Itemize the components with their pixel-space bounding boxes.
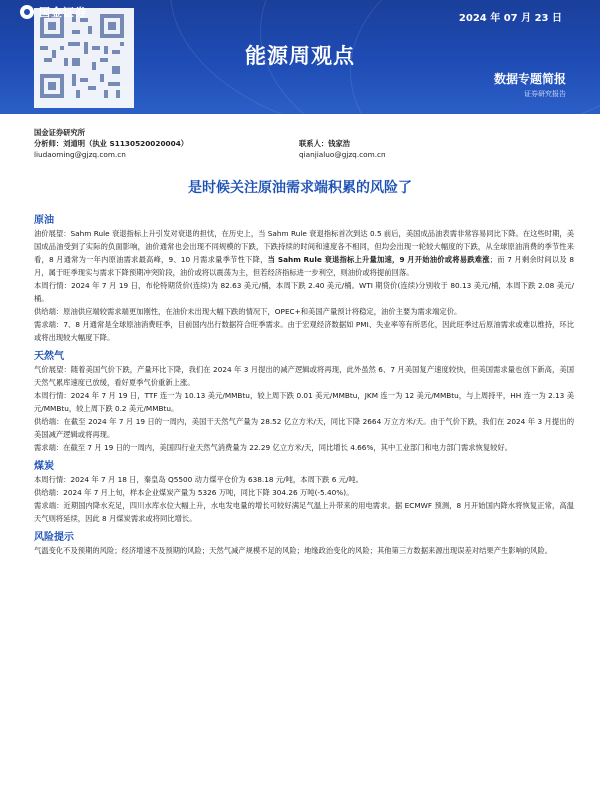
document-title: 是时候关注原油需求端积累的风险了 [188,180,412,196]
section-heading-gas: 天然气 [34,351,64,362]
contact-name: 联系人：钱家浩 [299,139,351,148]
coal-market-paragraph: 本周行情：2024 年 7 月 18 日，秦皇岛 Q5500 动力煤平仓价为 638.18 元/吨，本周下跌 6 元/吨。 [34,475,364,484]
analyst-name: 分析师：刘道明（执业 S1130520020004） [34,139,189,148]
section-heading-risk: 风险提示 [34,532,74,543]
section-heading-coal: 煤炭 [34,461,54,472]
gas-demand-paragraph: 需求端：在截至 7 月 19 日的一周内，美国四行业天然气消费量为 22.29 亿立方米/天，同比增长 4.66%，其中工业部门和电力部门需求恢复较好。 [34,443,513,452]
report-type: 数据专题简报 [493,72,566,86]
gas-outlook-paragraph: 气价展望：随着美国气价下跌，产量环比下降，我们在 2024 年 3 月提出的减产逻辑或将再现，此外虽然 6、7 月美国复产速度较快，但美国需求量也创下新高，美国天然气累库速度已放缓，看好夏季气价重新上涨。 [34,365,574,387]
coal-demand-paragraph: 需求端：近期国内降水充足，四川水库水位大幅上升，水电发电量的增长可较好满足气温上升带来的用电需求。据 ECMWF 预测，8 月开始国内降水将恢复正常，高温天气则将延续，因此 8 月煤炭需求或将同比增长。 [34,501,574,523]
institute-name: 国金证券研究所 [34,128,86,137]
gas-supply-paragraph: 供给端：在截至 2024 年 7 月 19 日的一周内，美国干天然气产量为 28.52 亿立方米/天，同比下降 2664 万立方米/天。由于气价下跌，我们在 2024 年 3 月提出的美国减产逻辑或将再现。 [34,417,574,439]
analyst-row [34,138,574,149]
report-title: 能源周观点 [245,44,355,68]
crude-demand-paragraph: 需求端：7、8 月通常是全球原油消费旺季，目前国内出行数据符合旺季需求。由于宏观经济数据如 PMI、失业率等有所恶化，因此旺季过后原油需求或难以维持，环比或将出现较大幅度下降。 [34,320,574,342]
contact-email[interactable]: qianjialuo@gjzq.com.cn [299,150,386,159]
header-banner [0,0,600,114]
crude-outlook-text-end: ；而 7 月剩余时间以及 8 月，属于旺季现实与需求下降预期冲突阶段，油价或将以震荡为主，但若经济指标进一步利空，则油价或将提前回落。 [34,255,574,277]
report-subtype: 证券研究报告 [524,90,566,98]
crude-outlook-emphasis: 当 Sahm Rule 衰退指标上升量加速，9 月开始油价或将易跌难涨 [267,255,490,264]
report-date: 2024 年 07 月 23 日 [458,13,562,24]
coal-supply-paragraph: 供给端：2024 年 7 月上旬，样本企业煤炭产量为 5326 万吨，同比下降 304.26 万吨(-5.40%)。 [34,488,354,497]
analyst-email[interactable]: liudaoming@gjzq.com.cn [34,150,126,159]
crude-supply-paragraph: 供给端：原油供应端较需求端更加刚性，在油价未出现大幅下跌的情况下，OPEC+和美国产量预计将稳定，油价主要为需求端定价。 [34,307,462,316]
document-body [34,208,574,557]
logo-icon [20,5,34,19]
risk-paragraph: 气温变化不及预期的风险；经济增速不及预期的风险；天然气减产规模不足的风险；地缘政治变化的风险；其他第三方数据来源出现误差对结果产生影响的风险。 [34,546,553,555]
author-block [34,127,574,160]
email-row [34,149,574,160]
logo-text: 国金证券 [39,6,87,19]
section-heading-crude: 原油 [34,215,54,226]
crude-outlook-text: 油价展望：Sahm Rule 衰退指标上升引发对衰退的担忧，在历史上，当 Sahm Rule 衰退指标首次到达 0.5 前后，美国成品油表需非常容易同比下降。在这些时期，美国成品油受到了实际的负面影响，油价通常也会出现不同规模的下跌，下跌持续的时间和速度各不相同，但均会出现一轮较大幅度的下跌，从全球原油消费的季节性来看，8 月通常为一年内原油需求最高峰，9、10 月需求量季节性下降， [34,229,574,264]
brand-logo [20,4,87,20]
crude-market-paragraph: 本周行情：2024 年 7 月 19 日，布伦特期货价(连续)为 82.63 美元/桶，本周下跌 2.40 美元/桶。WTI 期货价(连续)分别收于 80.13 美元/桶，本周下跌 2.08 美元/桶。 [34,281,574,303]
gas-market-paragraph: 本周行情：2024 年 7 月 19 日，TTF 连一为 10.13 美元/MMBtu，较上周下跌 0.01 美元/MMBtu，JKM 连一为 12 美元/MMBtu，与上周持平，HH 连一为 2.13 美元/MMBtu，较上周下跌 0.2 美元/MMBtu。 [34,391,574,413]
crude-outlook-paragraph [34,227,574,279]
